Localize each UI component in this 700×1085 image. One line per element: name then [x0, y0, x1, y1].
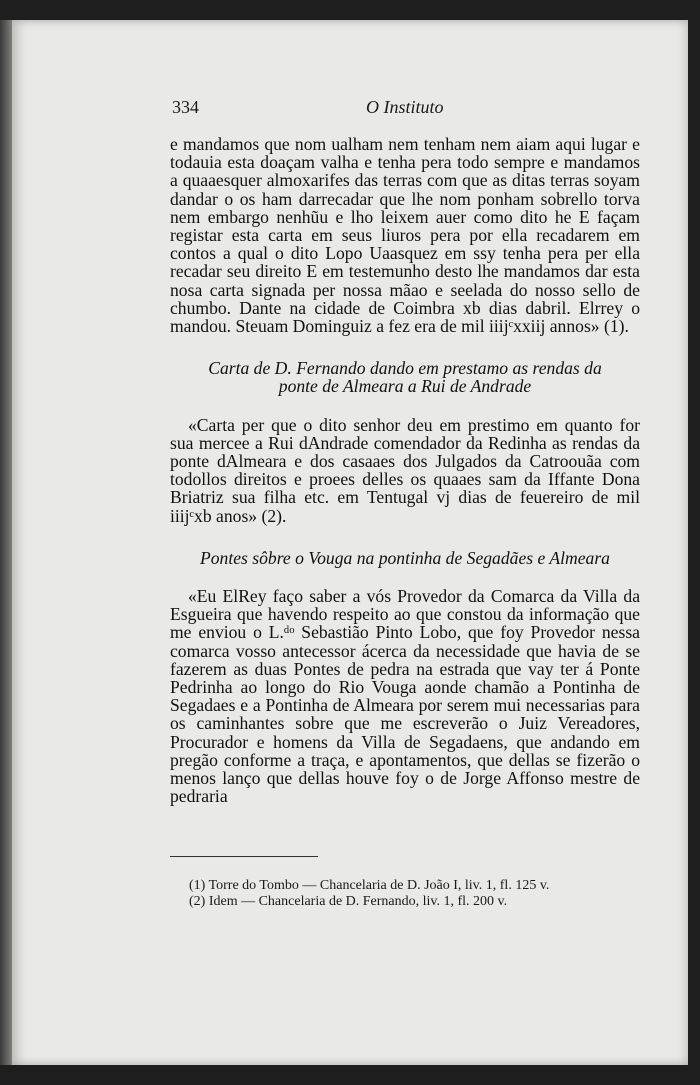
paragraph-continuation: e mandamos que nom ualham nem tenham nem aiam aqui lugar e todauia esta doaçam valha e tenha pera todo sempre e mandamos a quaaesquer almoxarifes das terras com que as ditas terras soyam dandar o os ham darrecadar que lhe nom ponham sobrello torva nem embargo nenhũu e lho leixem auer como dito he E façam registar esta carta em seus liuros pera por ella recadarem em contos a qual o dito Lopo Uaasquez em ssy tenha pera per ella recadar seu direito E em testemunho desto lhe mandamos dar esta nosa carta signada per nossa mãao e seelada do nosso sello de chumbo. Dante na cidade de Coimbra xb dias dabril. Elrrey o mandou. Steuam Dominguiz a fez era de mil iiijᶜxxiij annos» (1).: [170, 134, 640, 337]
page-number: 334: [172, 97, 199, 117]
section-heading-almeara: Carta de D. Fernando dando em prestamo as rendas da ponte de Almeara a Rui de Andrade: [208, 358, 602, 397]
footnote-2: (2) Idem — Chancelaria de D. Fernando, liv. 1, fl. 200 v.: [189, 894, 508, 909]
section-heading-vouga: Pontes sôbre o Vouga na pontinha de Segadães e Almeara: [200, 547, 610, 568]
main-text: [170, 135, 640, 806]
paragraph-carta-prestimo: «Carta per que o dito senhor deu em prestimo em quanto for sua mercee a Rui dAndrade comendador da Redinha as rendas da ponte dAlmeara e dos casaaes dos Julgados da Catroouãa com todollos direitos e proees delles os quaaes sam da Iffante Dona Briatriz sua filha etc. em Tentugal vj dias de feuereiro de mil iiijᶜxb anos» (2).: [170, 414, 640, 526]
footnote-1: (1) Torre do Tombo — Chancelaria de D. João I, liv. 1, fl. 125 v.: [189, 878, 550, 893]
footnotes: [189, 878, 629, 910]
running-head: [172, 97, 640, 121]
footnote-divider: [170, 856, 318, 857]
paragraph-elrey: «Eu ElRey faço saber a vós Provedor da Comarca da Villa da Esgueira que havendo respeito ao que constou da informação que me enviou o L.ᵈᵒ Sebastião Pinto Lobo, que foy Provedor nessa comarca vosso antecessor ácerca da necessidade que havia de se fazerem as duas Pontes de pedra na estrada que vay ter á Ponte Pedrinha ao longo do Rio Vouga aonde chamão a Pontinha de Segadaes e a Pontinha de Almeara por serem mui necessarias para os caminhantes sobre que me escreverão o Juiz Vereadores, Procurador e homens da Villa de Segadaens, que andando em pregão conforme a traça, e apontamentos, que dellas se fizerão o menos lanço que dellas houve foy o de Jorge Affonso mestre de pedraria: [170, 586, 640, 807]
journal-title: O Instituto: [366, 97, 444, 117]
